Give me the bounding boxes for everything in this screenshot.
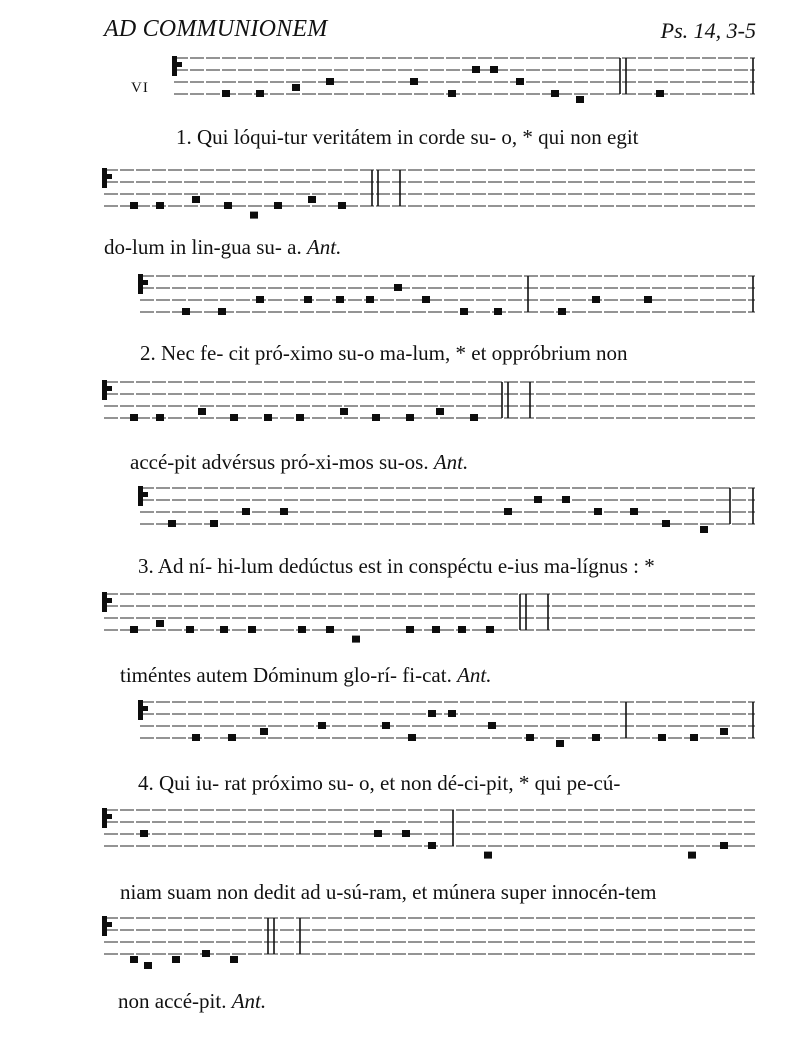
verse-text: Ad ní- hi-lum dedúctus est in conspéctu e-ius ma-lígnus : — [157, 554, 640, 578]
neume — [516, 78, 524, 85]
neume — [230, 956, 238, 963]
neume — [592, 296, 600, 303]
neume — [374, 830, 382, 837]
neume — [256, 296, 264, 303]
neume — [140, 830, 148, 837]
antiphon-cue: Ant. — [433, 450, 469, 474]
neume — [592, 734, 600, 741]
neume — [250, 212, 258, 219]
neume — [406, 414, 414, 421]
neume — [720, 728, 728, 735]
neume — [656, 90, 664, 97]
neume — [352, 636, 360, 643]
neume — [410, 78, 418, 85]
neume — [308, 196, 316, 203]
neume — [172, 956, 180, 963]
clef-mark — [106, 598, 112, 603]
neume — [720, 842, 728, 849]
verse-number: 1. — [176, 125, 192, 149]
verse-text-cont: et oppróbrium non — [471, 341, 628, 365]
neume — [222, 90, 230, 97]
clef-mark — [106, 814, 112, 819]
clef-mark — [106, 386, 112, 391]
verse-text: timéntes autem Dóminum glo-rí- fi-cat. — [120, 663, 452, 687]
neume — [130, 626, 138, 633]
neume — [558, 308, 566, 315]
neume — [318, 722, 326, 729]
neume — [644, 296, 652, 303]
verse-text: Qui iu- rat próximo su- o, et non dé-ci-pit, — [159, 771, 514, 795]
verse-2-line — [140, 343, 628, 364]
antiphon-cue: Ant. — [457, 663, 492, 687]
neume — [484, 852, 492, 859]
neume — [338, 202, 346, 209]
verse-number: 2. — [140, 341, 156, 365]
neume — [372, 414, 380, 421]
neume — [202, 950, 210, 957]
neume — [220, 626, 228, 633]
neume — [562, 496, 570, 503]
neume — [436, 408, 444, 415]
verse-text: Nec fe- cit pró-ximo su-o ma-lum, — [161, 341, 451, 365]
neume — [534, 496, 542, 503]
clef-mark — [142, 492, 148, 497]
neume — [242, 508, 250, 515]
neume — [630, 508, 638, 515]
neume — [448, 90, 456, 97]
neume — [366, 296, 374, 303]
verse-text: niam suam non dedit ad u-sú-ram, et múnera super innocén-tem — [120, 880, 657, 904]
neume — [551, 90, 559, 97]
neume — [382, 722, 390, 729]
neume — [488, 722, 496, 729]
neume — [422, 296, 430, 303]
neume — [260, 728, 268, 735]
neume — [210, 520, 218, 527]
neume — [130, 202, 138, 209]
antiphon-cue: Ant. — [231, 989, 267, 1013]
verse-2-end-line — [130, 452, 468, 473]
neume — [448, 710, 456, 717]
neume — [658, 734, 666, 741]
clef-mark — [106, 922, 112, 927]
neume — [326, 626, 334, 633]
neume — [218, 308, 226, 315]
neume — [490, 66, 498, 73]
neume — [224, 202, 232, 209]
neume — [274, 202, 282, 209]
neume — [662, 520, 670, 527]
verse-1-line — [176, 127, 639, 148]
verse-text: non accé-pit. — [118, 989, 227, 1013]
psalm-reference: Ps. 14, 3-5 — [660, 18, 756, 43]
clef-mark — [142, 280, 148, 285]
verse-4-end-line — [118, 991, 266, 1012]
neume — [186, 626, 194, 633]
neume — [248, 626, 256, 633]
neume — [192, 734, 200, 741]
neume — [198, 408, 206, 415]
neume — [156, 202, 164, 209]
neume — [326, 78, 334, 85]
neume — [402, 830, 410, 837]
neume — [526, 734, 534, 741]
neume — [504, 508, 512, 515]
neume — [432, 626, 440, 633]
asterisk: * — [518, 771, 530, 795]
verse-1-end-line — [104, 237, 341, 258]
neume — [690, 734, 698, 741]
neume — [576, 96, 584, 103]
verse-4-line — [138, 773, 620, 794]
verse-text: Qui lóqui-tur veritátem in corde su- o, — [197, 125, 518, 149]
neume — [264, 414, 272, 421]
neume — [556, 740, 564, 747]
clef-mark — [142, 706, 148, 711]
neume — [406, 626, 414, 633]
verse-text-cont: qui pe-cú- — [534, 771, 621, 795]
neume — [470, 414, 478, 421]
clef-mark — [176, 62, 182, 67]
neume — [428, 710, 436, 717]
neume — [156, 620, 164, 627]
neume — [460, 308, 468, 315]
verse-3-end-line — [120, 665, 492, 686]
neume — [408, 734, 416, 741]
neume — [168, 520, 176, 527]
neume — [700, 526, 708, 533]
neume — [340, 408, 348, 415]
verse-text-cont: qui non egit — [538, 125, 639, 149]
clef-mark — [106, 174, 112, 179]
neume — [296, 414, 304, 421]
verse-number: 4. — [138, 771, 154, 795]
page-title: AD COMMUNIONEM — [104, 16, 328, 42]
neume — [394, 284, 402, 291]
neume — [472, 66, 480, 73]
neume — [292, 84, 300, 91]
asterisk: * — [455, 341, 466, 365]
asterisk: * — [644, 554, 655, 578]
neume — [486, 626, 494, 633]
neume — [182, 308, 190, 315]
neume — [494, 308, 502, 315]
neume — [298, 626, 306, 633]
neume — [192, 196, 200, 203]
neume — [458, 626, 466, 633]
neume — [304, 296, 312, 303]
verse-number: 3. — [138, 554, 154, 578]
neume — [280, 508, 288, 515]
verse-text: do-lum in lin-gua su- a. — [104, 235, 302, 259]
asterisk: * — [522, 125, 533, 149]
neume — [256, 90, 264, 97]
neume — [594, 508, 602, 515]
antiphon-cue: Ant. — [306, 235, 342, 259]
neume — [130, 956, 138, 963]
verse-3-line — [138, 556, 655, 577]
neume — [230, 414, 238, 421]
neume — [156, 414, 164, 421]
neume — [428, 842, 436, 849]
neume — [228, 734, 236, 741]
verse-4-cont-line — [120, 882, 657, 903]
neume — [336, 296, 344, 303]
neume — [130, 414, 138, 421]
neume — [144, 962, 152, 969]
mode-label: VI — [131, 80, 149, 96]
verse-text: accé-pit advérsus pró-xi-mos su-os. — [130, 450, 429, 474]
neume — [688, 852, 696, 859]
